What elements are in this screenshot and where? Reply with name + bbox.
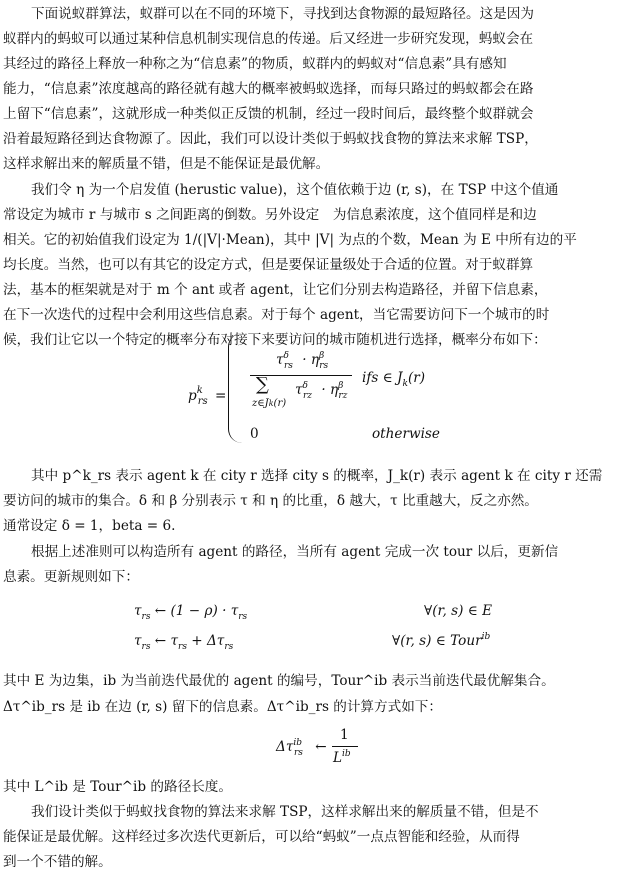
paragraph-2-line-1: 我们令 η 为一个启发值 (herustic value)，这个值依赖于边 (r, s)，在 TSP 中这个值通 (31, 182, 559, 198)
eq1-lhs: $p^k_{rs}$ (188, 385, 208, 407)
paragraph-2-line-2: 常设定为城市 r 与城市 s 之间距离的倒数。另外设定 为信息素浓度，这个值同样是和边 (3, 207, 537, 223)
paragraph-2-line-7: 候，我们让它以一个特定的概率分布对接下来要访问的城市随机进行选择，概率分布如下： (3, 332, 547, 348)
paragraph-1-line-7: 这样求解出来的解质量不错，但是不能保证是最优解。 (3, 156, 330, 172)
eq2-row-1-rule: $\tau_{rs}$ ← $(1 - \rho) \cdot \tau_{rs}$ (134, 603, 248, 622)
paragraph-3-line-1: 其中 p^k_rs 表示 agent k 在 city r 选择 city s 的概率，J_k(r) 表示 agent k 在 city r 还需 (31, 468, 603, 484)
paragraph-1-line-6: 沿着最短路径到达食物源了。因此，我们可以设计类似于蚂蚁找食物的算法来求解 TSP， (3, 131, 538, 147)
eq1-condition-1: ifs ∈ $J_k(r)$ (362, 370, 426, 389)
paragraph-2-line-3: 相关。它的初始值我们设定为 1/(|V|·Mean)，其中 |V| 为点的个数，Mean 为 E 中所有边的平 (3, 232, 577, 248)
paragraph-7-line-3: 到一个不错的解。 (3, 854, 112, 870)
paragraph-3-line-3: 通常设定 δ = 1，beta = 6. (3, 518, 176, 534)
eq1-condition-2: otherwise (372, 426, 440, 442)
eq1-sum-subscript: z∈Jk(r) (252, 398, 287, 409)
paragraph-1-line-5: 上留下“信息素”，这就形成一种类似正反馈的机制，经过一段时间后，最终整个蚁群就会 (3, 106, 534, 122)
eq1-zero: 0 (250, 426, 259, 442)
paragraph-4-line-1: 根据上述准则可以构造所有 agent 的路径，当所有 agent 完成一次 tour 以后，更新信 (31, 544, 559, 560)
eq3-lhs: $\Delta\tau^{ib}_{rs}$ ← (276, 738, 327, 758)
eq1-denominator: $\tau^\delta_{rz} \cdot \eta^\beta_{rz}$ (295, 381, 348, 401)
eq1-brace (228, 333, 245, 443)
eq1-numerator: $\tau^\delta_{rs} \cdot \eta^\beta_{rs}$ (276, 351, 329, 371)
paragraph-5-line-2: Δτ^ib_rs 是 ib 在边 (r, s) 留下的信息素。Δτ^ib_rs 的计算方式如下： (3, 699, 442, 715)
paragraph-1-line-4: 能力，“信息素”浓度越高的路径就有越大的概率被蚂蚁选择，而每只路过的蚂蚁都会在路 (3, 81, 534, 97)
paragraph-4-line-2: 息素。更新规则如下： (3, 569, 139, 585)
paragraph-3-line-2: 要访问的城市的集合。δ 和 β 分别表示 τ 和 η 的比重，δ 越大，τ 比重越大，反之亦然。 (3, 493, 538, 509)
eq2-row-1-condition: ∀(r, s) ∈ E (424, 603, 493, 619)
eq2-row-2-rule: $\tau_{rs}$ ← $\tau_{rs} + \Delta\tau_{rs}$ (134, 633, 234, 652)
eq1-equals: = (215, 388, 227, 404)
paragraph-1-line-2: 蚁群内的蚂蚁可以通过某种信息机制实现信息的传递。后又经进一步研究发现，蚂蚁会在 (3, 31, 534, 47)
paragraph-7-line-1: 我们设计类似于蚂蚁找食物的算法来求解 TSP，这样求解出来的解质量不错，但是不 (31, 804, 539, 820)
paragraph-2-line-4: 均长度。当然，也可以有其它的设定方式，但是要保证量级处于合适的位置。对于蚁群算 (3, 257, 534, 273)
paragraph-6-line-1: 其中 L^ib 是 Tour^ib 的路径长度。 (3, 779, 232, 795)
eq2-row-2-condition: ∀(r, s) ∈ Tour$^{ib}$ (392, 632, 491, 649)
paragraph-1-line-1: 下面说蚁群算法，蚁群可以在不同的环境下，寻找到达食物源的最短路径。这是因为 (31, 6, 534, 22)
paragraph-1-line-3: 其经过的路径上释放一种称之为“信息素”的物质，蚁群内的蚂蚁对“信息素”具有感知 (3, 56, 507, 72)
eq3-denominator: $L^{ib}$ (333, 749, 351, 766)
eq3-numerator: 1 (340, 727, 349, 743)
paragraph-2-line-6: 在下一次迭代的过程中会利用这些信息素。对于每个 agent，当它需要访问下一个城市的时 (3, 307, 550, 323)
paragraph-5-line-1: 其中 E 为边集，ib 为当前迭代最优的 agent 的编号，Tour^ib 表示当前迭代最优解集合。 (3, 673, 555, 689)
eq3-fraction-bar (332, 746, 358, 747)
paragraph-2-line-5: 法，基本的框架就是对于 m 个 ant 或者 agent，让它们分别去构造路径，并留下信息素， (3, 282, 548, 298)
paragraph-7-line-2: 能保证是最优解。这样经过多次迭代更新后，可以给“蚂蚁”一点点智能和经验，从而得 (3, 829, 520, 845)
eq1-sum: ∑ (256, 374, 269, 395)
